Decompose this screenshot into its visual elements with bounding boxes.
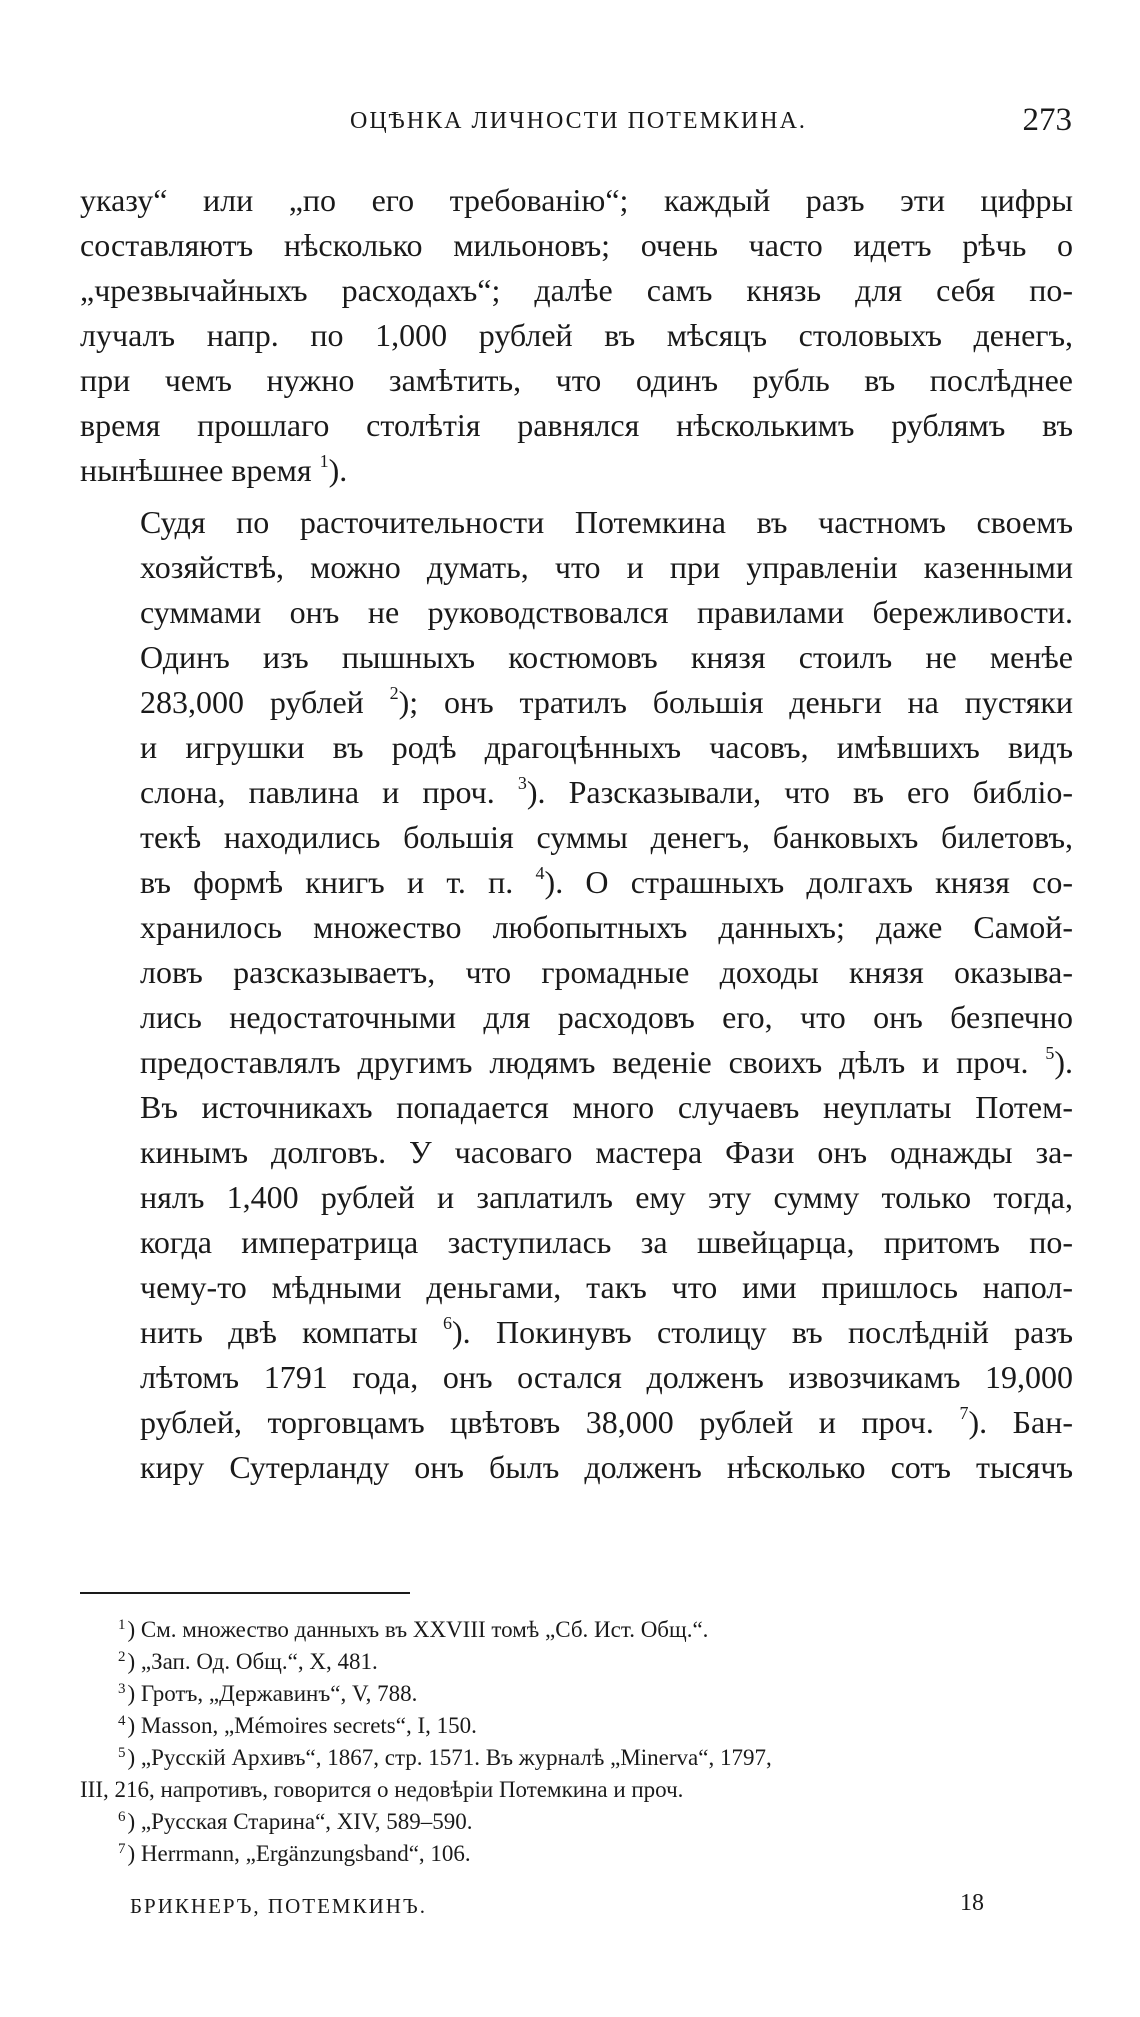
text-line: лѣтомъ 1791 года, онъ остался долженъ извозчикамъ 19,000: [140, 1359, 1073, 1395]
footnote-text: ) Гротъ, „Державинъ“, V, 788.: [127, 1681, 418, 1706]
text-line: [80, 770, 1073, 815]
footnote: [118, 1678, 1078, 1710]
footnote-ref: 5: [1045, 1043, 1055, 1063]
footnotes: [80, 1614, 1078, 1870]
footnote-text: ) См. множество данныхъ въ XXVIII томѣ „Сб. Ист. Общ.“.: [127, 1617, 709, 1642]
text-fragment: слона, павлина и проч.: [140, 774, 495, 810]
footnote: [80, 1742, 1078, 1806]
text-line: нялъ 1,400 рублей и заплатилъ ему эту сумму только тогда,: [140, 1179, 1073, 1215]
footnote-continuation: III, 216, напротивъ, говорится о недовѣріи Потемкина и проч.: [80, 1777, 684, 1802]
footnote: [118, 1710, 1078, 1742]
text-line: „чрезвычайныхъ расходахъ“; далѣе самъ князь для себя по-: [80, 272, 1073, 308]
footnote-mark: 5: [118, 1745, 126, 1761]
text-line: указу“ или „по его требованію“; каждый разъ эти цифры: [80, 182, 1073, 218]
text-fragment: 283,000 рублей: [140, 684, 364, 720]
text-line: [80, 1040, 1073, 1085]
text-fragment: ). О страшныхъ долгахъ князя со-: [544, 864, 1074, 900]
text-line: [80, 860, 1073, 905]
footnote-ref: 2: [389, 683, 399, 703]
text-line: [80, 1310, 1073, 1355]
footnote-mark: 4: [118, 1713, 126, 1729]
text-fragment: нить двѣ компаты: [140, 1314, 418, 1350]
text-line: Судя по расточительности Потемкина въ частномъ своемъ: [140, 504, 1073, 540]
text-line: и игрушки въ родѣ драгоцѣнныхъ часовъ, имѣвшихъ видъ: [140, 729, 1073, 765]
text-line: когда императрица заступилась за швейцарца, притомъ по-: [140, 1224, 1073, 1260]
footnote: [118, 1614, 1078, 1646]
footnote-ref: 3: [517, 773, 527, 793]
text-line: кинымъ долговъ. У часоваго мастера Фази онъ однажды за-: [140, 1134, 1073, 1170]
footnote-text: ) „Русская Старина“, XIV, 589–590.: [127, 1809, 473, 1834]
text-line: ловъ разсказываетъ, что громадные доходы князя оказыва-: [140, 954, 1073, 990]
text-fragment: рублей, торговцамъ цвѣтовъ 38,000 рублей и проч.: [140, 1404, 934, 1440]
body-text: [80, 178, 1073, 1490]
page-number: 273: [1022, 102, 1072, 138]
text-line: Одинъ изъ пышныхъ костюмовъ князя стоилъ не менѣе: [140, 639, 1073, 675]
text-fragment: ). Покинувъ столицу въ послѣдній разъ: [452, 1314, 1074, 1350]
text-fragment: въ формѣ книгъ и т. п.: [140, 864, 514, 900]
text-line: хранилось множество любопытныхъ данныхъ; даже Самой-: [140, 909, 1073, 945]
footnote-ref: 7: [959, 1403, 969, 1423]
page-header: [80, 102, 1080, 148]
text-line: текѣ находились большія суммы денегъ, банковыхъ билетовъ,: [140, 819, 1073, 855]
footnote-text: ) Herrmann, „Ergänzungsband“, 106.: [127, 1841, 471, 1866]
text-line: при чемъ нужно замѣтить, что одинъ рубль въ послѣднее: [80, 362, 1073, 398]
text-line: лись недостаточными для расходовъ его, что онъ безпечно: [140, 999, 1073, 1035]
footnote-rule: [80, 1592, 410, 1594]
paragraph-1: [80, 178, 1073, 493]
footnote: [118, 1806, 1078, 1838]
footnote-mark: 3: [118, 1681, 126, 1697]
footnote-text: ) Masson, „Mémoires secrets“, I, 150.: [127, 1713, 477, 1738]
text-line: киру Сутерланду онъ былъ долженъ нѣсколько сотъ тысячъ: [140, 1449, 1073, 1485]
footnote-ref: 6: [443, 1313, 453, 1333]
page-footer: [130, 1890, 1010, 1930]
footnote-mark: 1: [118, 1617, 126, 1633]
text-line: [80, 1400, 1073, 1445]
footnote-mark: 7: [118, 1841, 126, 1857]
text-line: Въ источникахъ попадается много случаевъ неуплаты Потем-: [140, 1089, 1073, 1125]
text-fragment: ); онъ тратилъ большія деньги на пустяки: [398, 684, 1074, 720]
text-line: хозяйствѣ, можно думать, что и при управленіи казенными: [140, 549, 1073, 585]
text-line: нынѣшнее время $^1$).: [80, 451, 348, 488]
text-fragment: предоставлялъ другимъ людямъ веденіе своихъ дѣлъ и проч.: [140, 1044, 1029, 1080]
footnote: [118, 1646, 1078, 1678]
text-fragment: ). Бан-: [968, 1404, 1074, 1440]
text-fragment: ). Разсказывали, что въ его библіо-: [526, 774, 1074, 810]
footnote-mark: 2: [118, 1649, 126, 1665]
footnote: [118, 1838, 1078, 1870]
text-line: [80, 680, 1073, 725]
text-line: составляютъ нѣсколько мильоновъ; очень часто идетъ рѣчь о: [80, 227, 1073, 263]
footnote-mark: 6: [118, 1809, 126, 1825]
footnote-ref: 4: [535, 863, 545, 883]
text-fragment: нынѣшнее время: [80, 452, 312, 488]
footnote-ref: 1: [319, 451, 329, 471]
running-head: ОЦѢНКА ЛИЧНОСТИ ПОТЕМКИНА.: [350, 108, 807, 134]
footnote-text: ) „Русскій Архивъ“, 1867, стр. 1571. Въ журналѣ „Minerva“, 1797,: [127, 1745, 772, 1770]
signature-number: 18: [960, 1890, 984, 1916]
text-line: лучалъ напр. по 1,000 рублей въ мѣсяцъ столовыхъ денегъ,: [80, 317, 1073, 353]
text-fragment: ).: [1054, 1044, 1074, 1080]
footnote-text: ) „Зап. Од. Общ.“, X, 481.: [127, 1649, 378, 1674]
text-line: время прошлаго столѣтія равнялся нѣсколькимъ рублямъ въ: [80, 407, 1073, 443]
paragraph-2: [80, 500, 1073, 1490]
text-line: чему-то мѣдными деньгами, такъ что ими пришлось напол-: [140, 1269, 1073, 1305]
printer-signature: БРИКНЕРЪ, ПОТЕМКИНЪ.: [130, 1894, 427, 1918]
text-line: суммами онъ не руководствовался правилами бережливости.: [140, 594, 1073, 630]
